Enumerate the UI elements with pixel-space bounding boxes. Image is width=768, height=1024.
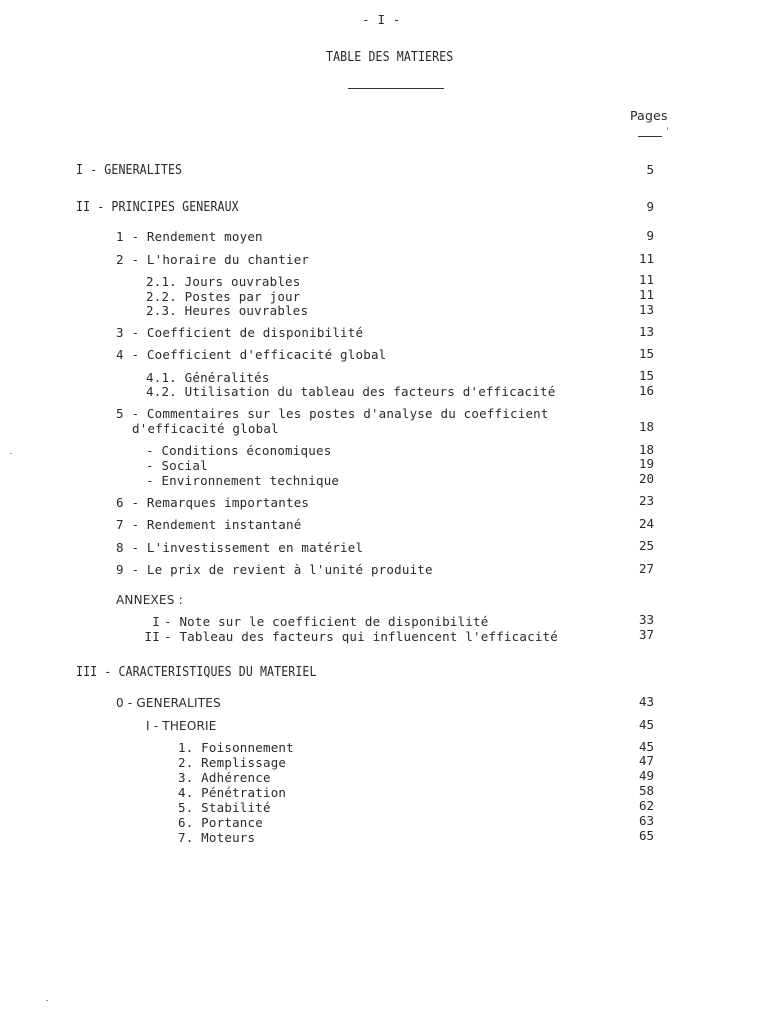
toc-entry: 7 - Rendement instantané: [116, 517, 302, 532]
page-ref: 33: [638, 612, 654, 627]
page-ref: 63: [638, 813, 654, 828]
toc-subentry: - Conditions économiques: [146, 443, 332, 458]
page-ref: 19: [638, 456, 654, 471]
page-ref: 9: [646, 199, 654, 214]
page-ref: 18: [638, 419, 654, 434]
toc-subentry: 2.1. Jours ouvrables: [146, 274, 301, 289]
page-ref: 45: [638, 717, 654, 732]
page-ref: 15: [638, 346, 654, 361]
toc-subentry: 1. Foisonnement: [178, 740, 294, 755]
toc-subentry: 5. Stabilité: [178, 800, 271, 815]
scan-speck: [46, 1000, 48, 1001]
page-ref: 37: [638, 627, 654, 642]
toc-entry-continued: d'efficacité global: [132, 421, 279, 436]
annex-roman-numeral: I: [152, 614, 160, 629]
page-ref: 18: [638, 442, 654, 457]
toc-subentry: 2.2. Postes par jour: [146, 289, 301, 304]
toc-entry: 9 - Le prix de revient à l'unité produite: [116, 562, 433, 577]
title-underline: [348, 88, 444, 89]
page-ref: 65: [638, 828, 654, 843]
toc-subentry: 6. Portance: [178, 815, 263, 830]
page-ref: 5: [646, 162, 654, 177]
toc-entry: 4 - Coefficient d'efficacité global: [116, 347, 387, 362]
page-ref: 47: [638, 753, 654, 768]
section-heading: II - PRINCIPES GENERAUX: [76, 199, 239, 215]
page-ref: 16: [638, 383, 654, 398]
toc-subentry: - Environnement technique: [146, 473, 340, 488]
toc-entry: 0 - GENERALITES: [116, 696, 221, 710]
annex-entry: - Note sur le coefficient de disponibilité: [164, 614, 489, 629]
page-ref: 20: [638, 471, 654, 486]
page-ref: 11: [638, 251, 654, 266]
page-ref: 11: [638, 287, 654, 302]
toc-subentry: 2. Remplissage: [178, 755, 287, 770]
page-ref: 9: [646, 228, 654, 243]
page-ref: 11: [638, 272, 654, 287]
scan-speck: [667, 127, 668, 130]
page-ref: 45: [638, 739, 654, 754]
toc-subentry: - Social: [146, 458, 208, 473]
page-ref: 62: [638, 798, 654, 813]
page-ref: 49: [638, 768, 654, 783]
toc-entry: 6 - Remarques importantes: [116, 495, 310, 510]
page-ref: 13: [638, 324, 654, 339]
page-ref: 13: [638, 302, 654, 317]
toc-entry: 3 - Coefficient de disponibilité: [116, 325, 364, 340]
page-ref: 23: [638, 493, 654, 508]
toc-subentry: 4. Pénétration: [178, 785, 287, 800]
page-number: - I -: [362, 12, 401, 27]
toc-entry: 5 - Commentaires sur les postes d'analyse du coefficient: [116, 406, 549, 421]
section-heading: III - CARACTERISTIQUES DU MATERIEL: [76, 664, 317, 680]
annex-entry: - Tableau des facteurs qui influencent l'efficacité: [164, 629, 559, 644]
toc-entry: I - THEORIE: [146, 719, 217, 733]
annex-roman-numeral: II: [144, 629, 160, 644]
section-heading: I - GENERALITES: [76, 162, 183, 178]
page-ref: 27: [638, 561, 654, 576]
toc-subentry: 2.3. Heures ouvrables: [146, 303, 309, 318]
toc-subentry: 7. Moteurs: [178, 830, 256, 845]
scan-speck: [10, 453, 12, 454]
pages-column-header: Pages: [630, 108, 668, 123]
toc-subentry: 4.2. Utilisation du tableau des facteurs d'efficacité: [146, 384, 556, 399]
toc-subentry: 3. Adhérence: [178, 770, 271, 785]
page-ref: 43: [638, 694, 654, 709]
toc-subentry: 4.1. Généralités: [146, 370, 270, 385]
page-ref: 58: [638, 783, 654, 798]
page-title: TABLE DES MATIERES: [326, 49, 454, 65]
toc-entry: 1 - Rendement moyen: [116, 229, 263, 244]
pages-underline: [638, 136, 662, 137]
page-ref: 25: [638, 538, 654, 553]
toc-entry: 2 - L'horaire du chantier: [116, 252, 310, 267]
page-ref: 15: [638, 368, 654, 383]
page-ref: 24: [638, 516, 654, 531]
toc-entry: 8 - L'investissement en matériel: [116, 540, 364, 555]
annexes-label: ANNEXES :: [116, 593, 183, 607]
